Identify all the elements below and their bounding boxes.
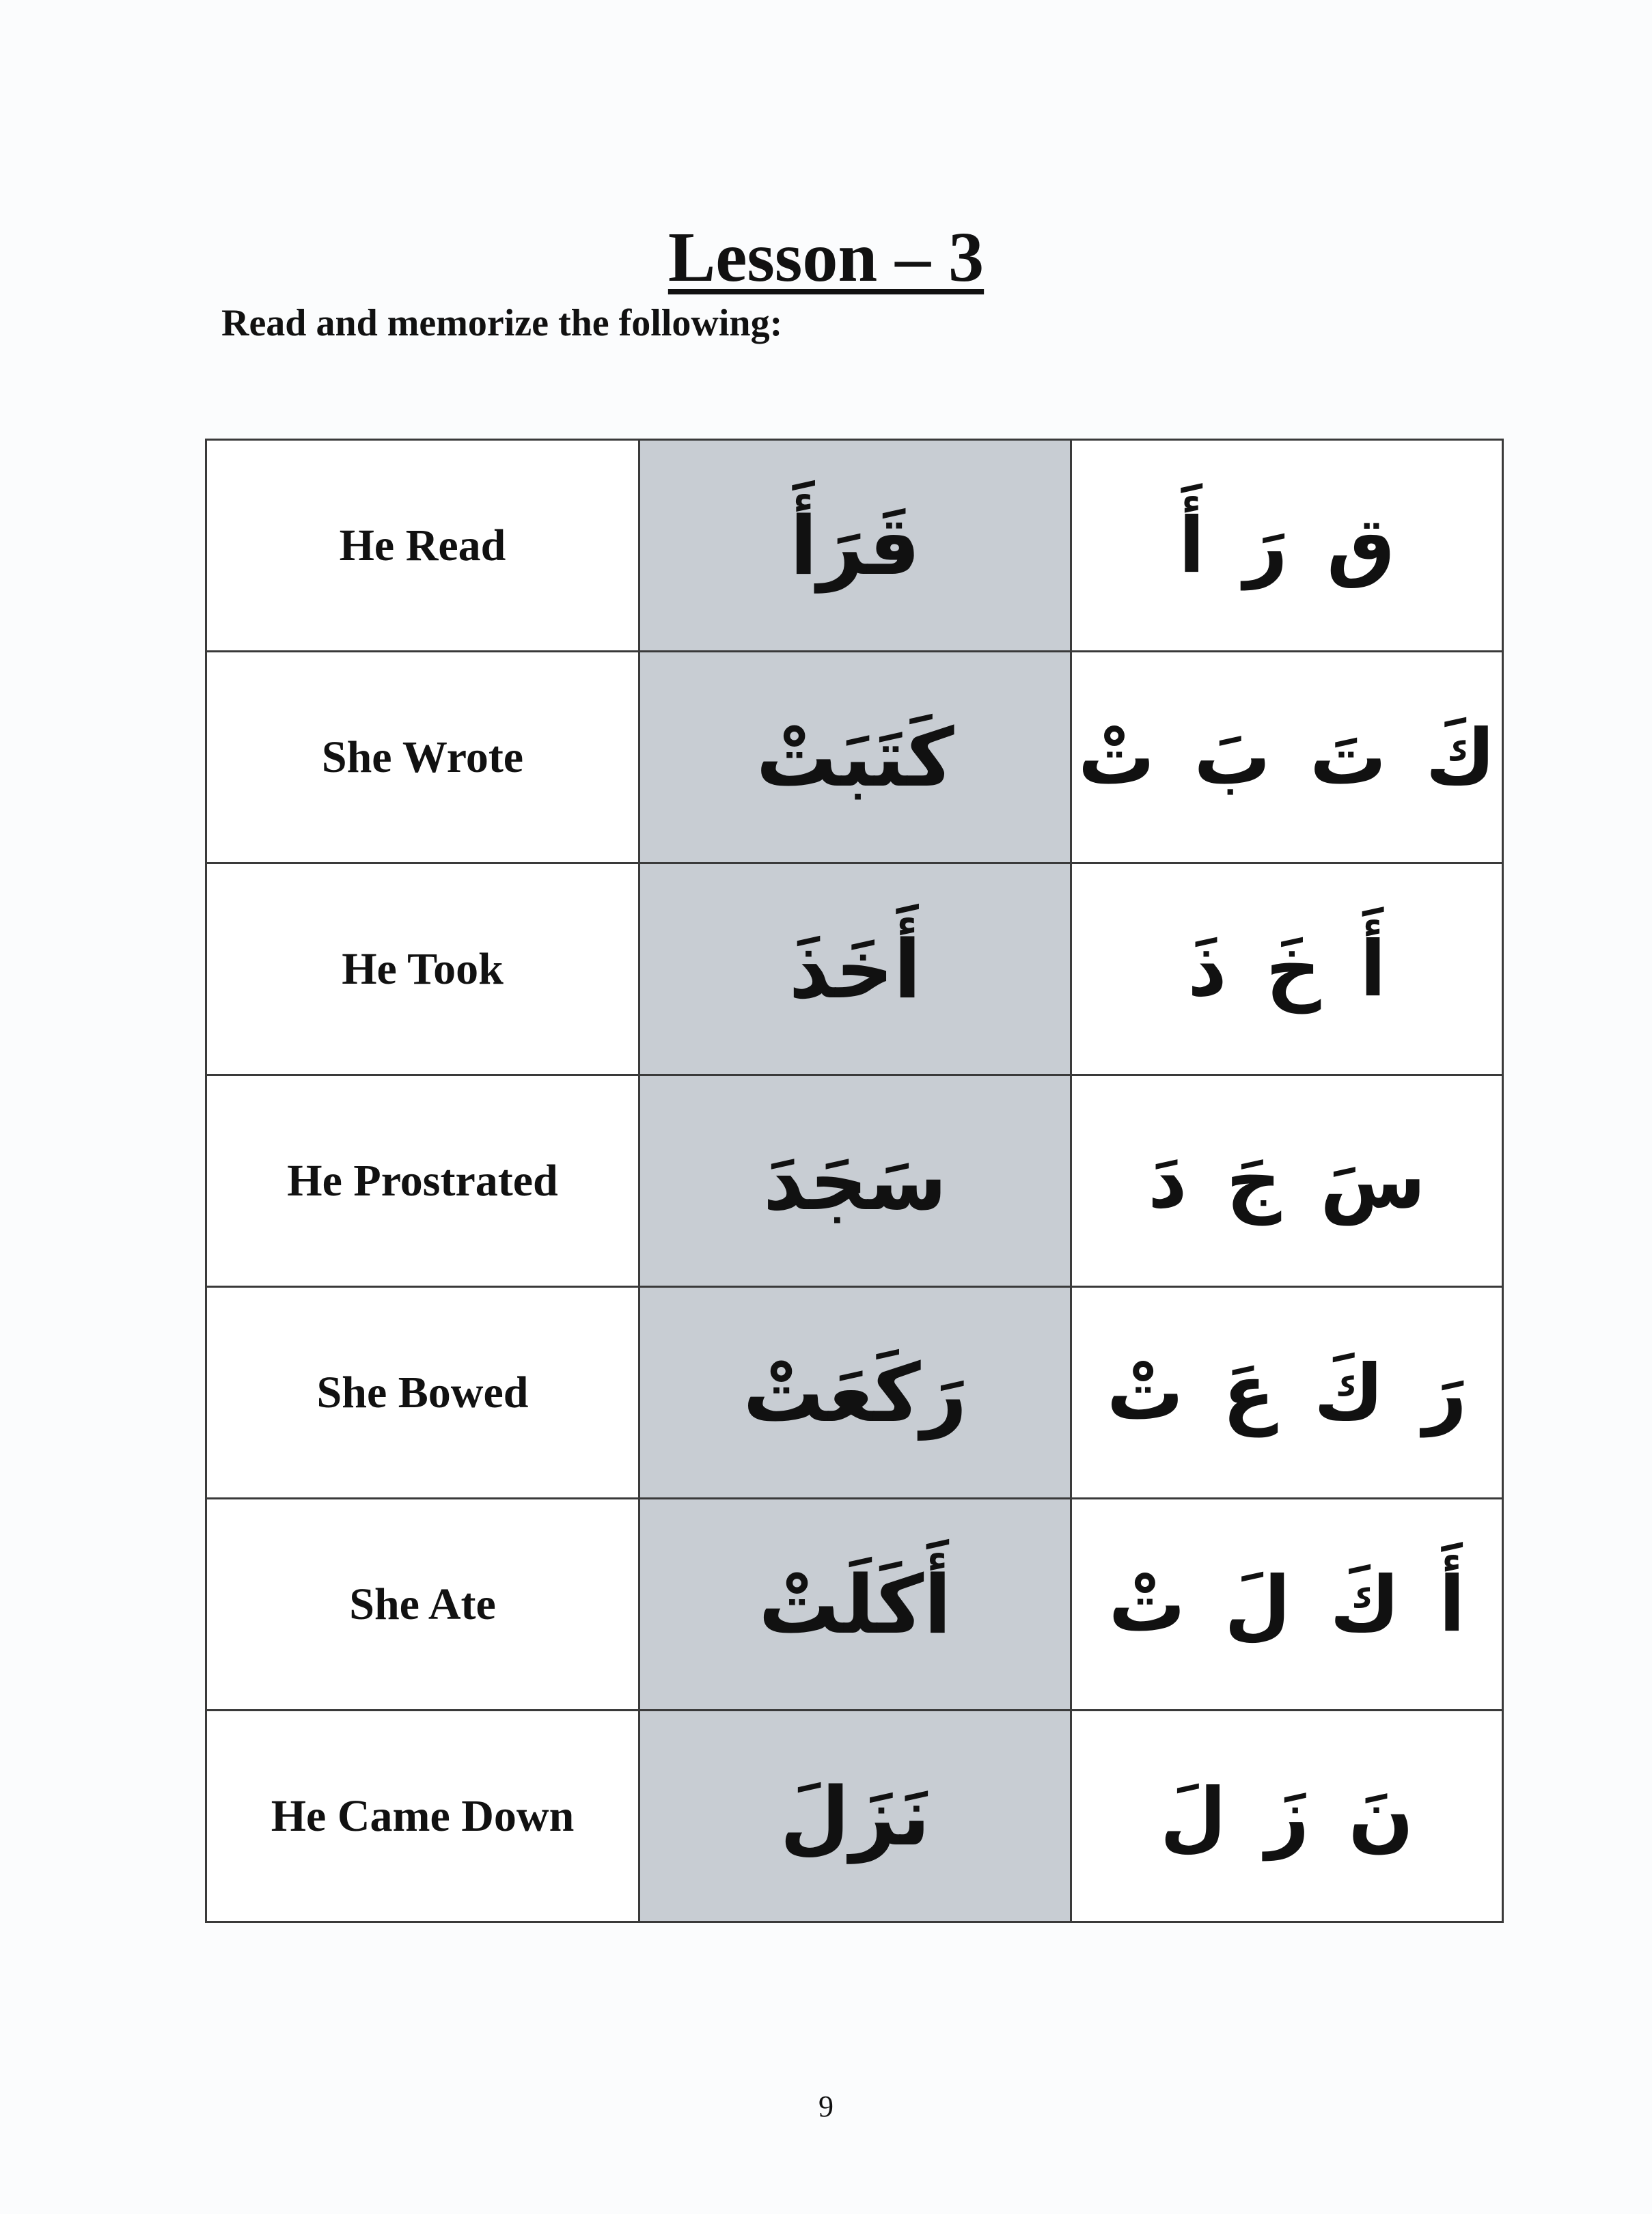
english-meaning: He Took xyxy=(206,863,639,1075)
english-meaning: He Read xyxy=(206,440,639,652)
table-row xyxy=(206,1287,1503,1499)
table-row xyxy=(206,440,1503,652)
english-meaning: She Bowed xyxy=(206,1287,639,1499)
table-row xyxy=(206,652,1503,863)
english-meaning: She Wrote xyxy=(206,652,639,863)
arabic-word: أَكَلَتْ xyxy=(639,1499,1071,1711)
arabic-word: كَتَبَتْ xyxy=(639,652,1071,863)
arabic-letters: رَ كَ عَ تْ xyxy=(1071,1287,1503,1499)
arabic-letters: نَ زَ لَ xyxy=(1071,1711,1503,1922)
arabic-word: نَزَلَ xyxy=(639,1711,1071,1922)
table-row xyxy=(206,863,1503,1075)
arabic-word: قَرَأَ xyxy=(639,440,1071,652)
english-meaning: He Came Down xyxy=(206,1711,639,1922)
arabic-letters: أَ خَ ذَ xyxy=(1071,863,1503,1075)
instruction-text: Read and memorize the following: xyxy=(221,302,783,344)
english-meaning: He Prostrated xyxy=(206,1075,639,1287)
english-meaning: She Ate xyxy=(206,1499,639,1711)
arabic-letters: ق رَ أَ xyxy=(1071,440,1503,652)
arabic-letters: أَ كَ لَ تْ xyxy=(1071,1499,1503,1711)
page-number: 9 xyxy=(818,2090,834,2123)
table-row xyxy=(206,1499,1503,1711)
arabic-word: سَجَدَ xyxy=(639,1075,1071,1287)
page-title-text: Lesson – 3 xyxy=(667,217,985,296)
arabic-letters: سَ جَ دَ xyxy=(1071,1075,1503,1287)
arabic-letters: كَ تَ بَ تْ xyxy=(1071,652,1503,863)
arabic-word: أَخَذَ xyxy=(639,863,1071,1075)
page-title xyxy=(0,219,1652,296)
table-row xyxy=(206,1711,1503,1922)
vocabulary-table xyxy=(205,439,1504,1923)
table-row xyxy=(206,1075,1503,1287)
arabic-word: رَكَعَتْ xyxy=(639,1287,1071,1499)
